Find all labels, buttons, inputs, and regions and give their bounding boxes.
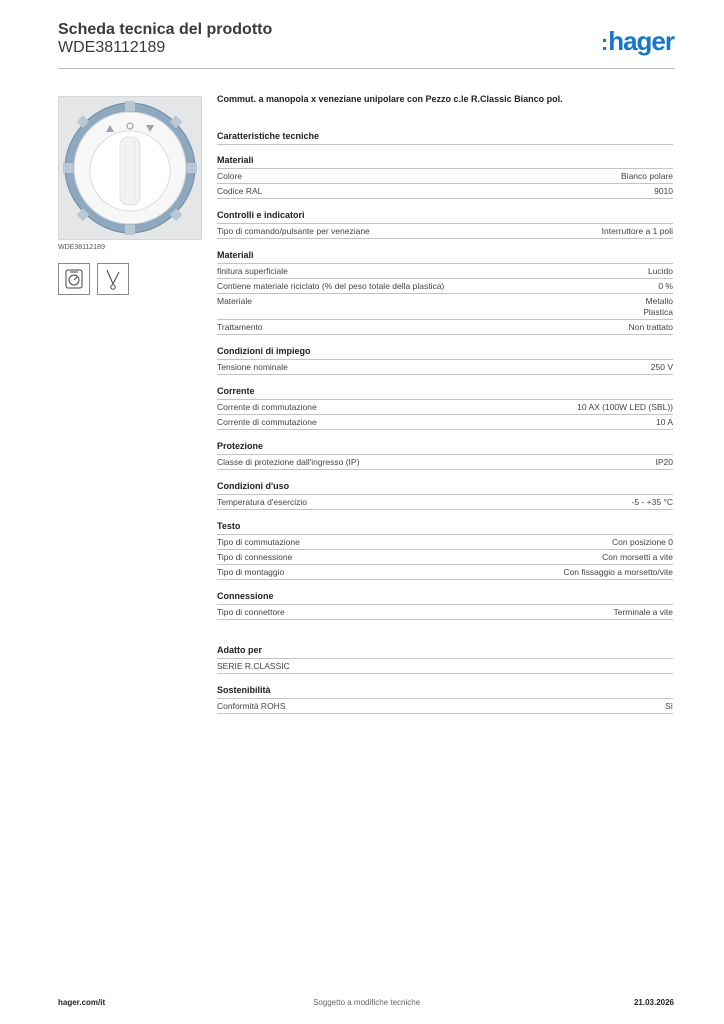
spec-content xyxy=(217,94,673,714)
spec-value xyxy=(602,552,673,563)
spec-row xyxy=(217,360,673,375)
spec-value-line: 9010 xyxy=(654,186,673,196)
spec-row xyxy=(217,605,673,620)
spec-row xyxy=(217,550,673,565)
spec-value xyxy=(577,402,673,413)
switch-symbol-icon xyxy=(97,263,129,295)
spec-value-line: 10 A xyxy=(655,417,673,427)
spec-row xyxy=(217,400,673,415)
section-title: Condizioni di impiego xyxy=(217,346,311,356)
spec-label: Contiene materiale riciclato (% del peso totale della plastica) xyxy=(217,281,445,291)
spec-row xyxy=(217,535,673,550)
footer-note: Soggetto a modifiche tecniche xyxy=(313,998,421,1007)
spec-label: Corrente di commutazione xyxy=(217,417,317,427)
spec-value-line: Con posizione 0 xyxy=(612,537,673,547)
spec-label: Codice RAL xyxy=(217,186,263,196)
spec-value xyxy=(632,497,673,508)
spec-value xyxy=(651,362,673,373)
header-divider xyxy=(58,68,674,69)
spec-label: Corrente di commutazione xyxy=(217,402,317,412)
spec-label: Tipo di commutazione xyxy=(217,537,300,547)
spec-value-line: 250 V xyxy=(650,362,673,372)
logo-text: hager xyxy=(608,26,674,56)
spec-sections xyxy=(217,153,673,714)
spec-value-line: Interruttore a 1 poli xyxy=(601,226,673,236)
spec-label: Trattamento xyxy=(217,322,263,332)
spec-value xyxy=(563,567,673,578)
spec-row xyxy=(217,294,673,320)
spec-value xyxy=(629,322,673,333)
spec-row xyxy=(217,264,673,279)
spec-row xyxy=(217,224,673,239)
section-title: Materiali xyxy=(217,155,254,165)
spec-row xyxy=(217,659,673,674)
spec-row xyxy=(217,455,673,470)
spec-value xyxy=(643,296,673,318)
footer-website-link[interactable]: hager.com/it xyxy=(58,998,106,1007)
spec-label: SERIE R.CLASSIC xyxy=(217,661,290,671)
spec-value-line: Bianco polare xyxy=(621,171,673,181)
spec-value-line: Plastica xyxy=(643,307,673,317)
spec-value-line: 0 % xyxy=(658,281,673,291)
spec-row xyxy=(217,415,673,430)
spec-label: Tensione nominale xyxy=(217,362,288,372)
spec-row xyxy=(217,495,673,510)
spec-value xyxy=(656,457,674,468)
spec-row xyxy=(217,184,673,199)
section-title: Controlli e indicatori xyxy=(217,210,305,220)
section-title: Adatto per xyxy=(217,645,262,655)
section-title: Materiali xyxy=(217,250,254,260)
spec-value xyxy=(665,701,673,712)
spec-row xyxy=(217,565,673,580)
spec-row xyxy=(217,279,673,294)
spec-value-line: Con morsetti a vite xyxy=(602,552,673,562)
footer-date: 21.03.2026 xyxy=(633,998,674,1007)
product-code: WDE38112189 xyxy=(58,39,166,56)
product-image xyxy=(58,96,202,240)
spec-label: Tipo di montaggio xyxy=(217,567,285,577)
spec-label: Conformità ROHS xyxy=(217,701,286,711)
spec-value xyxy=(648,266,673,277)
spec-label: finitura superficiale xyxy=(217,266,288,276)
spec-value xyxy=(613,607,673,618)
spec-label: Tipo di comando/pulsante per veneziane xyxy=(217,226,370,236)
spec-value-line: Lucido xyxy=(647,266,673,276)
spec-value-line: Metallo xyxy=(645,296,673,306)
section-title: Sostenibilità xyxy=(217,685,271,695)
spec-label: Materiale xyxy=(217,296,252,306)
spec-value-line: 10 AX (100W LED (SBL)) xyxy=(577,402,673,412)
spec-label: Classe di protezione dall'ingresso (IP) xyxy=(217,457,360,467)
spec-value-line: IP20 xyxy=(655,457,673,467)
spec-value xyxy=(602,226,673,237)
features-divider xyxy=(217,144,673,145)
spec-value-line: -5 - +35 °C xyxy=(631,497,673,507)
timer-symbol-icon xyxy=(58,263,90,295)
spec-label: Colore xyxy=(217,171,243,181)
section-title: Testo xyxy=(217,521,241,531)
spec-value xyxy=(658,281,673,292)
section-title: Protezione xyxy=(217,441,264,451)
spec-value-line: Con fissaggio a morsetto/vite xyxy=(563,567,673,577)
spec-value-line: Non trattato xyxy=(628,322,673,332)
spec-row xyxy=(217,699,673,714)
spec-label: Tipo di connettore xyxy=(217,607,285,617)
section-title: Connessione xyxy=(217,591,274,601)
image-caption: WDE38112189 xyxy=(58,244,105,251)
section-title: Condizioni d'uso xyxy=(217,481,290,491)
spec-value xyxy=(654,186,673,197)
spec-value xyxy=(612,537,673,548)
product-description: Commut. a manopola x veneziane unipolare con Pezzo c.le R.Classic Bianco pol. xyxy=(217,94,563,104)
section-title: Corrente xyxy=(217,386,255,396)
spec-label: Temperatura d'esercizio xyxy=(217,497,307,507)
features-heading: Caratteristiche tecniche xyxy=(217,131,320,141)
spec-row xyxy=(217,320,673,335)
spec-value xyxy=(621,171,673,182)
spec-row xyxy=(217,169,673,184)
spec-value-line: Sì xyxy=(664,701,673,711)
hager-logo[interactable]: :hager xyxy=(600,26,674,56)
spec-value-line: Terminale a vite xyxy=(613,607,673,617)
spec-label: Tipo di connessione xyxy=(217,552,293,562)
spec-value xyxy=(656,417,673,428)
page-title: Scheda tecnica del prodotto xyxy=(58,21,273,38)
